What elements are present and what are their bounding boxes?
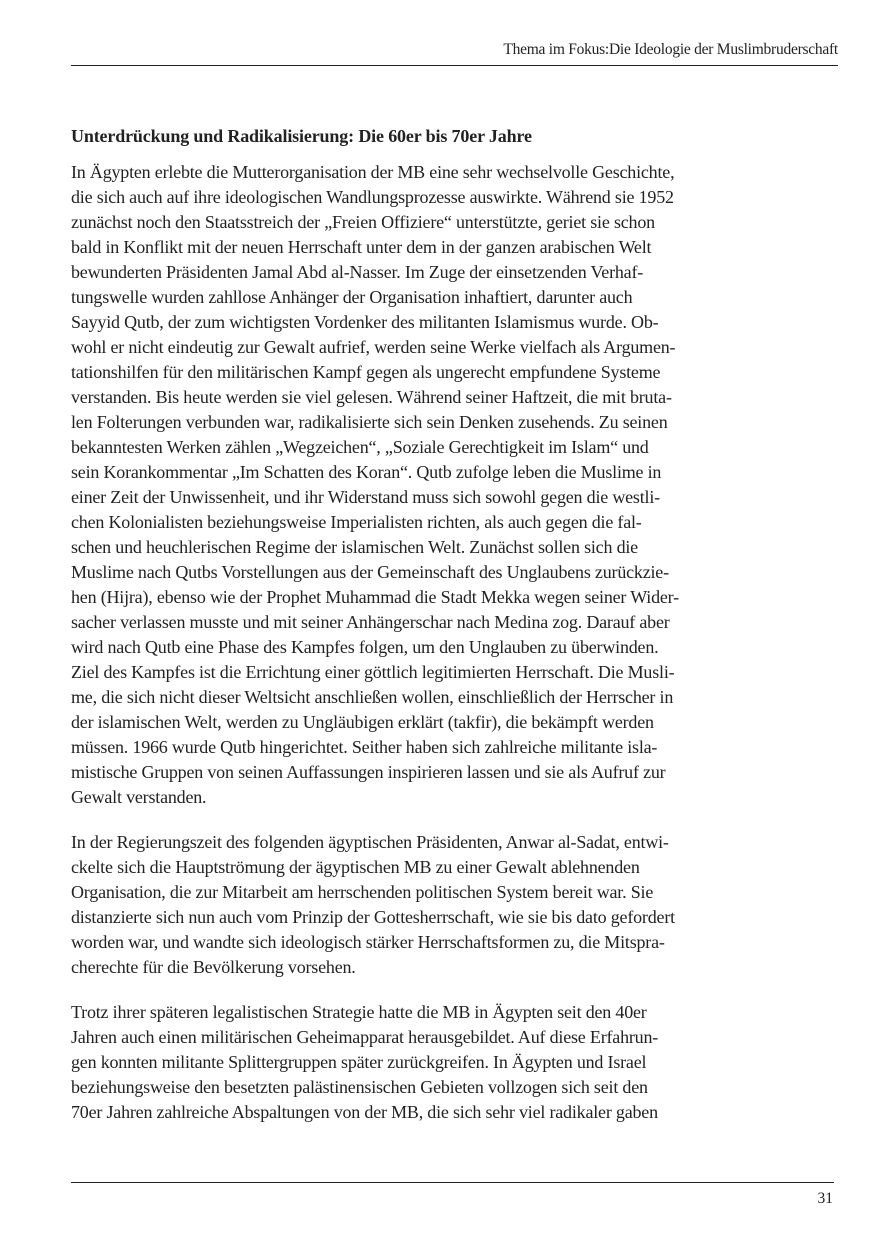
- text-line: Sayyid Qutb, der zum wichtigsten Vordenker des militanten Islamismus wurde. Ob-: [71, 312, 659, 332]
- text-line: zunächst noch den Staatsstreich der „Freien Offiziere“ unterstützte, geriet sie schon: [71, 212, 655, 232]
- paragraph-3: [71, 1000, 785, 1125]
- text-line: hen (Hijra), ebenso wie der Prophet Muhammad die Stadt Mekka wegen seiner Wider-: [71, 587, 679, 607]
- text-line: sein Korankommentar „Im Schatten des Koran“. Qutb zufolge leben die Muslime in: [71, 462, 662, 482]
- text-line: Jahren auch einen militärischen Geheimapparat herausgebildet. Auf diese Erfahrun-: [71, 1027, 659, 1047]
- text-line: Trotz ihrer späteren legalistischen Strategie hatte die MB in Ägypten seit den 40er: [71, 1002, 647, 1022]
- text-line: die sich auch auf ihre ideologischen Wandlungsprozesse auswirkte. Während sie 1952: [71, 187, 674, 207]
- text-line: cherechte für die Bevölkerung vorsehen.: [71, 957, 356, 977]
- text-line: der islamischen Welt, werden zu Ungläubigen erklärt (takfir), die bekämpft werden: [71, 712, 654, 732]
- text-line: beziehungsweise den besetzten palästinensischen Gebieten vollzogen sich seit den: [71, 1077, 648, 1097]
- header-rule: [71, 65, 838, 66]
- text-line: sacher verlassen musste und mit seiner Anhängerschar nach Medina zog. Darauf aber: [71, 612, 670, 632]
- text-line: me, die sich nicht dieser Weltsicht anschließen wollen, einschließlich der Herrscher in: [71, 687, 674, 707]
- footer-rule: [71, 1182, 834, 1183]
- text-line: bewunderten Präsidenten Jamal Abd al-Nasser. Im Zuge der einsetzenden Verhaf-: [71, 262, 644, 282]
- paragraph-1: [71, 160, 785, 810]
- text-line: Ziel des Kampfes ist die Errichtung einer göttlich legitimierten Herrschaft. Die Musli-: [71, 662, 675, 682]
- text-line: worden war, und wandte sich ideologisch stärker Herrschaftsformen zu, die Mitspra-: [71, 932, 665, 952]
- text-line: bald in Konflikt mit der neuen Herrschaft unter dem in der ganzen arabischen Welt: [71, 237, 652, 257]
- paragraph-2: [71, 830, 785, 980]
- text-line: chen Kolonialisten beziehungsweise Imperialisten richten, als auch gegen die fal-: [71, 512, 642, 532]
- text-line: gen konnten militante Splittergruppen später zurückgreifen. In Ägypten und Israel: [71, 1052, 647, 1072]
- text-line: In Ägypten erlebte die Mutterorganisation der MB eine sehr wechselvolle Geschichte,: [71, 162, 675, 182]
- text-line: bekanntesten Werken zählen „Wegzeichen“, „Soziale Gerechtigkeit im Islam“ und: [71, 437, 649, 457]
- running-header: Thema im Fokus:Die Ideologie der Muslimbruderschaft: [503, 41, 838, 58]
- text-line: Organisation, die zur Mitarbeit am herrschenden politischen System bereit war. Sie: [71, 882, 654, 902]
- text-line: len Folterungen verbunden war, radikalisierte sich sein Denken zusehends. Zu seinen: [71, 412, 668, 432]
- text-line: wohl er nicht eindeutig zur Gewalt aufrief, werden seine Werke vielfach als Argumen-: [71, 337, 676, 357]
- text-line: ckelte sich die Hauptströmung der ägyptischen MB zu einer Gewalt ablehnenden: [71, 857, 640, 877]
- text-line: verstanden. Bis heute werden sie viel gelesen. Während seiner Haftzeit, die mit bruta-: [71, 387, 672, 407]
- text-line: mistische Gruppen von seinen Auffassungen inspirieren lassen und sie als Aufruf zur: [71, 762, 666, 782]
- text-line: In der Regierungszeit des folgenden ägyptischen Präsidenten, Anwar al-Sadat, entwi-: [71, 832, 669, 852]
- text-line: tungswelle wurden zahllose Anhänger der Organisation inhaftiert, darunter auch: [71, 287, 633, 307]
- text-line: müssen. 1966 wurde Qutb hingerichtet. Seither haben sich zahlreiche militante isla-: [71, 737, 658, 757]
- text-line: Gewalt verstanden.: [71, 787, 207, 807]
- page-number: 31: [817, 1190, 833, 1207]
- text-line: wird nach Qutb eine Phase des Kampfes folgen, um den Unglauben zu überwinden.: [71, 637, 659, 657]
- text-line: distanzierte sich nun auch vom Prinzip der Gottesherrschaft, wie sie bis dato gefordert: [71, 907, 675, 927]
- text-line: 70er Jahren zahlreiche Abspaltungen von der MB, die sich sehr viel radikaler gaben: [71, 1102, 658, 1122]
- page-body: [71, 124, 785, 1125]
- section-heading: Unterdrückung und Radikalisierung: Die 60er bis 70er Jahre: [71, 126, 532, 146]
- text-line: Muslime nach Qutbs Vorstellungen aus der Gemeinschaft des Unglaubens zurückzie-: [71, 562, 669, 582]
- text-line: einer Zeit der Unwissenheit, und ihr Widerstand muss sich sowohl gegen die westli-: [71, 487, 660, 507]
- text-line: schen und heuchlerischen Regime der islamischen Welt. Zunächst sollen sich die: [71, 537, 638, 557]
- text-line: tationshilfen für den militärischen Kampf gegen als ungerecht empfundene Systeme: [71, 362, 661, 382]
